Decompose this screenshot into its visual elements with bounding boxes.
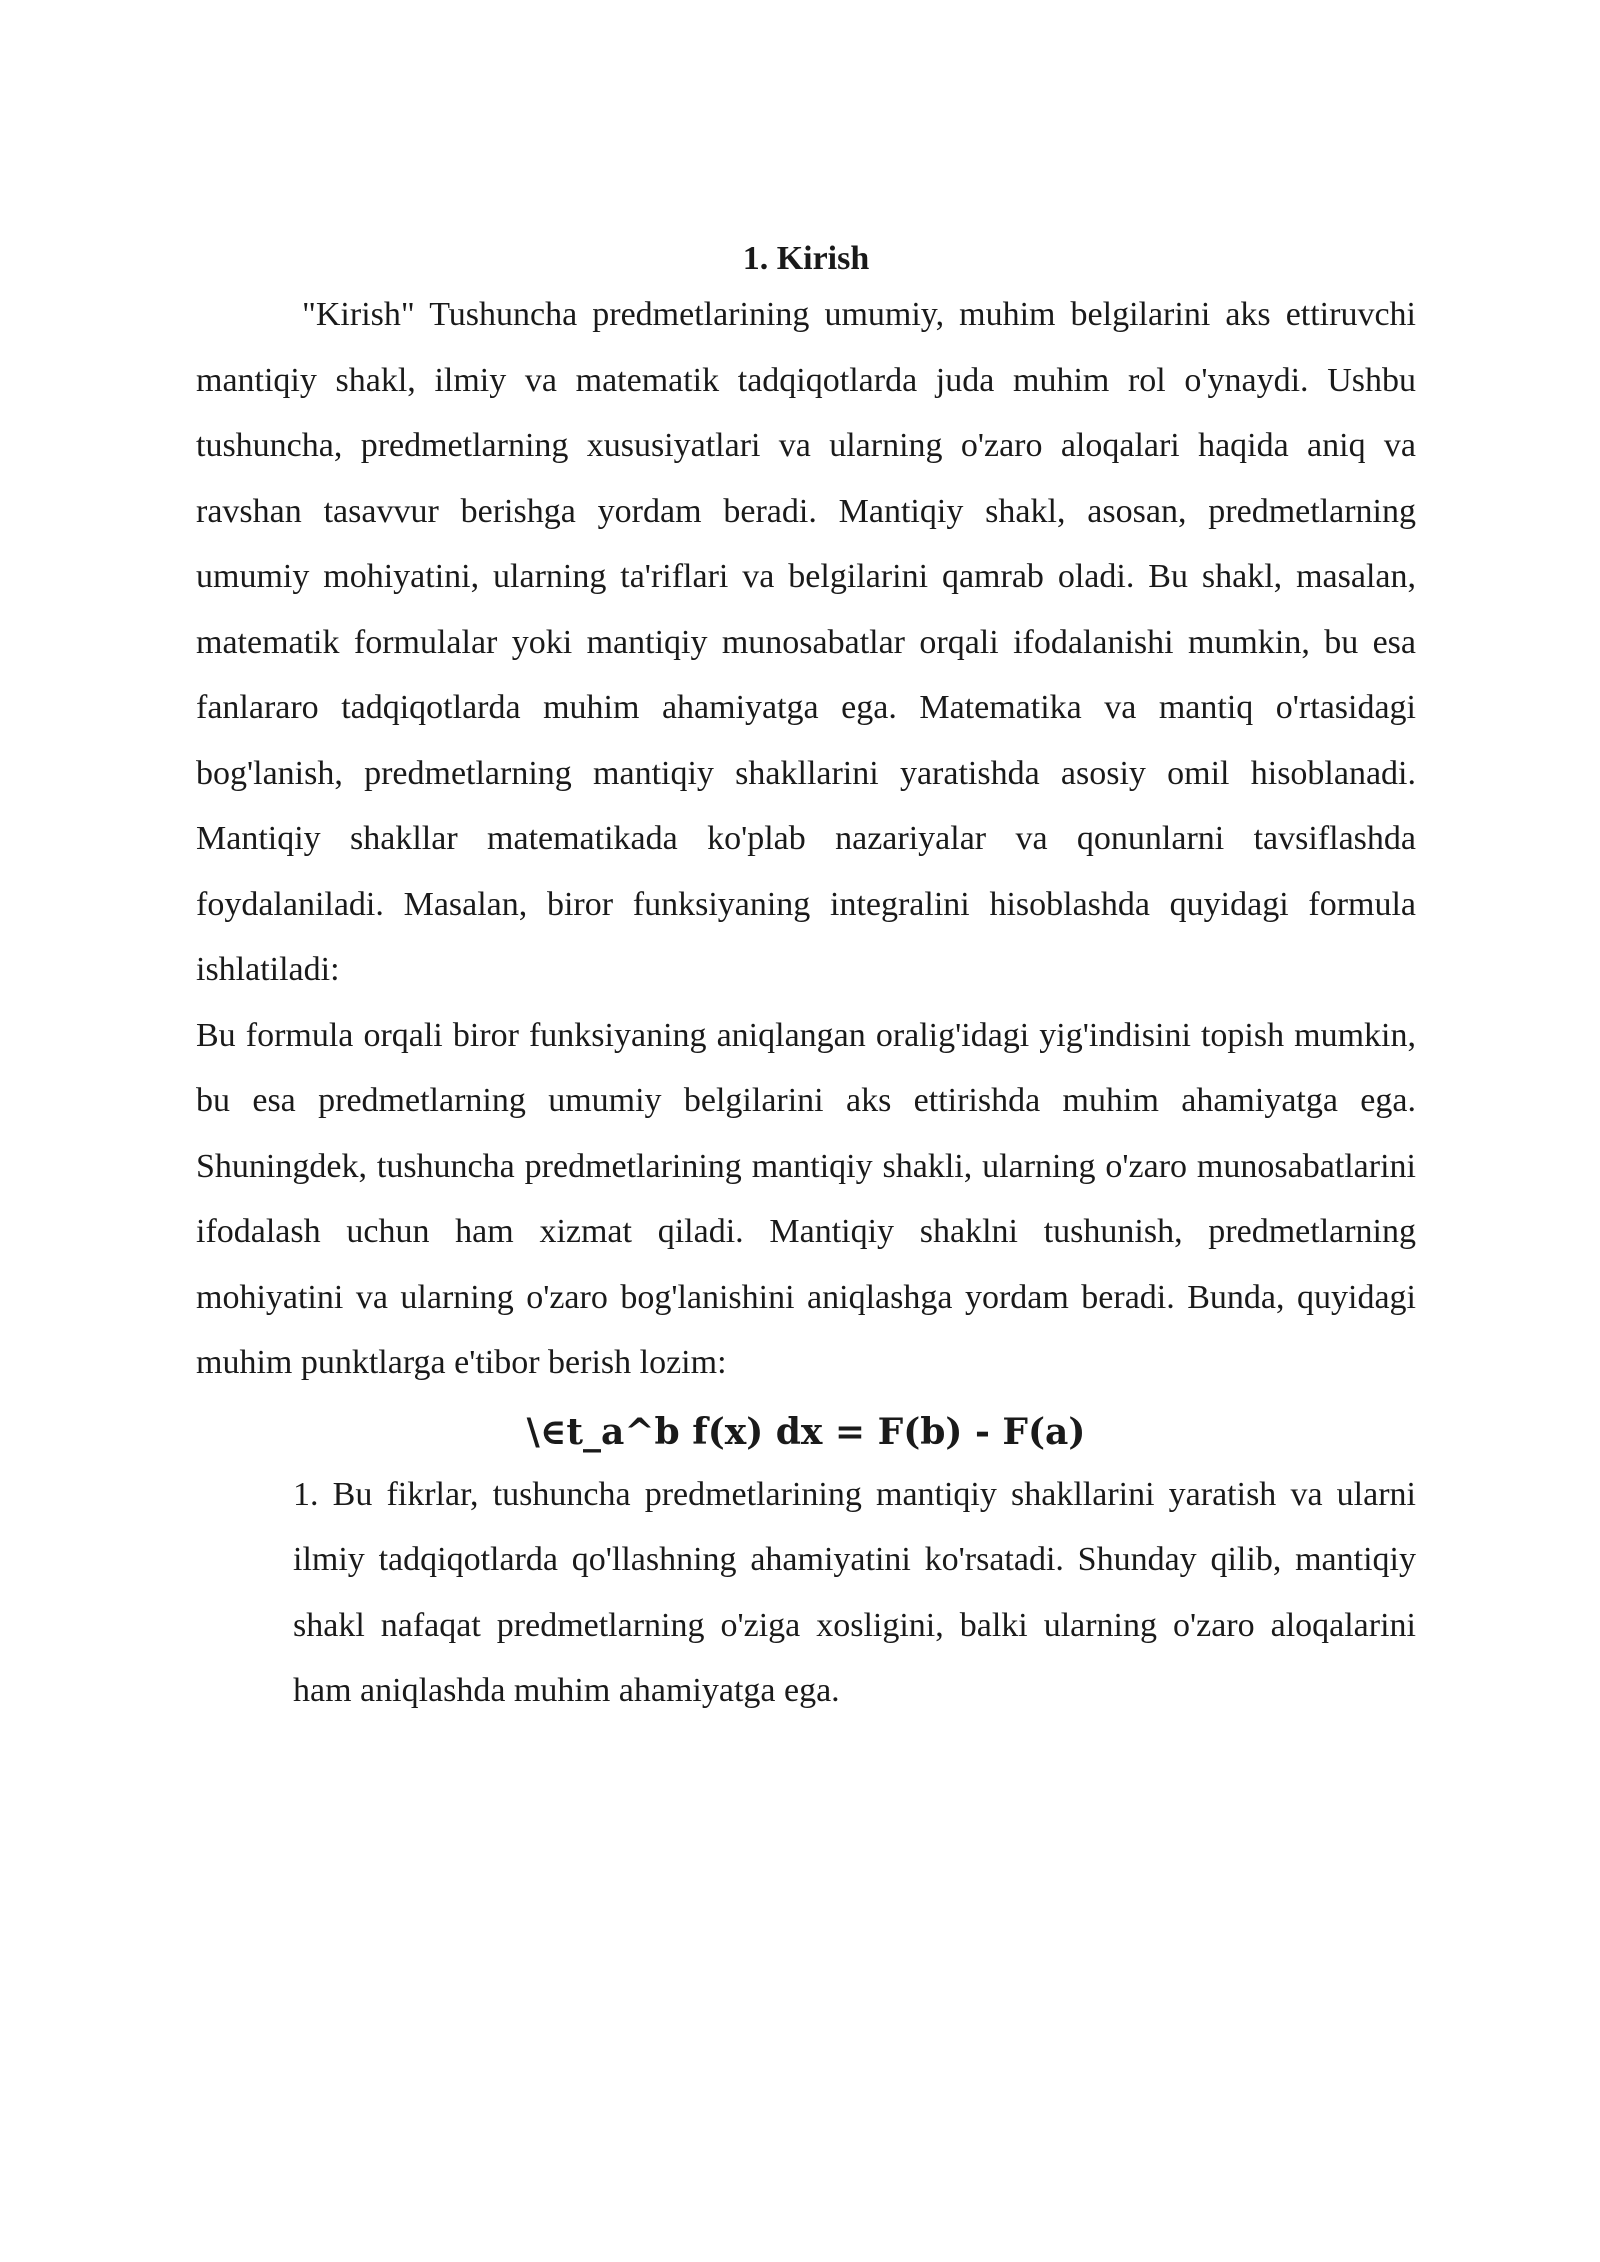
integral-formula: \∈t_a^b f(x) dx = F(b) - F(a) bbox=[526, 1410, 1086, 1453]
section-heading: 1. Kirish bbox=[742, 240, 870, 277]
second-paragraph: Bu formula orqali biror funksiyaning aniqlangan oralig'idagi yig'indisini topish mumkin, bu esa predmetlarning umumiy belgilarini aks ettirishda muhim ahamiyatga ega. Shuningdek, tushuncha predmetlarining mantiqiy shakli, ularning o'zaro munosabatlarini ifodalash uchun ham xizmat qiladi. Mantiqiy shaklni tushunish, predmetlarning mohiyatini va ularning o'zaro bog'lanishini aniqlashga yordam beradi. Bunda, quyidagi muhim punktlarga e'tibor berish lozim: bbox=[196, 1016, 1416, 1381]
document-body bbox=[196, 236, 1416, 1724]
intro-paragraph: "Kirish" Tushuncha predmetlarining umumiy, muhim belgilarini aks ettiruvchi mantiqiy shakl, ilmiy va matematik tadqiqotlarda juda muhim rol o'ynaydi. Ushbu tushuncha, predmetlarning xususiyatlari va ularning o'zaro aloqalari haqida aniq va ravshan tasavvur berishga yordam beradi. Mantiqiy shakl, asosan, predmetlarning umumiy mohiyatini, ularning ta'riflari va belgilarini qamrab oladi. Bu shakl, masalan, matematik formulalar yoki mantiqiy munosabatlar orqali ifodalanishi mumkin, bu esa fanlararo tadqiqotlarda muhim ahamiyatga ega. Matematika va mantiq o'rtasidagi bog'lanish, predmetlarning mantiqiy shakllarini yaratishda asosiy omil hisoblanadi. Mantiqiy shakllar matematikada ko'plab nazariyalar va qonunlarni tavsiflashda foydalaniladi. Masalan, biror funksiyaning integralini hisoblashda quyidagi formula ishlatiladi: bbox=[196, 296, 1416, 988]
numbered-list-item: 1. Bu fikrlar, tushuncha predmetlarining mantiqiy shakllarini yaratish va ularni ilmiy tadqiqotlarda qo'llashning ahamiyatini ko'rsatadi. Shunday qilib, mantiqiy shakl nafaqat predmetlarning o'ziga xosligini, balki ularning o'zaro aloqalarini ham aniqlashda muhim ahamiyatga ega. bbox=[293, 1475, 1416, 1709]
